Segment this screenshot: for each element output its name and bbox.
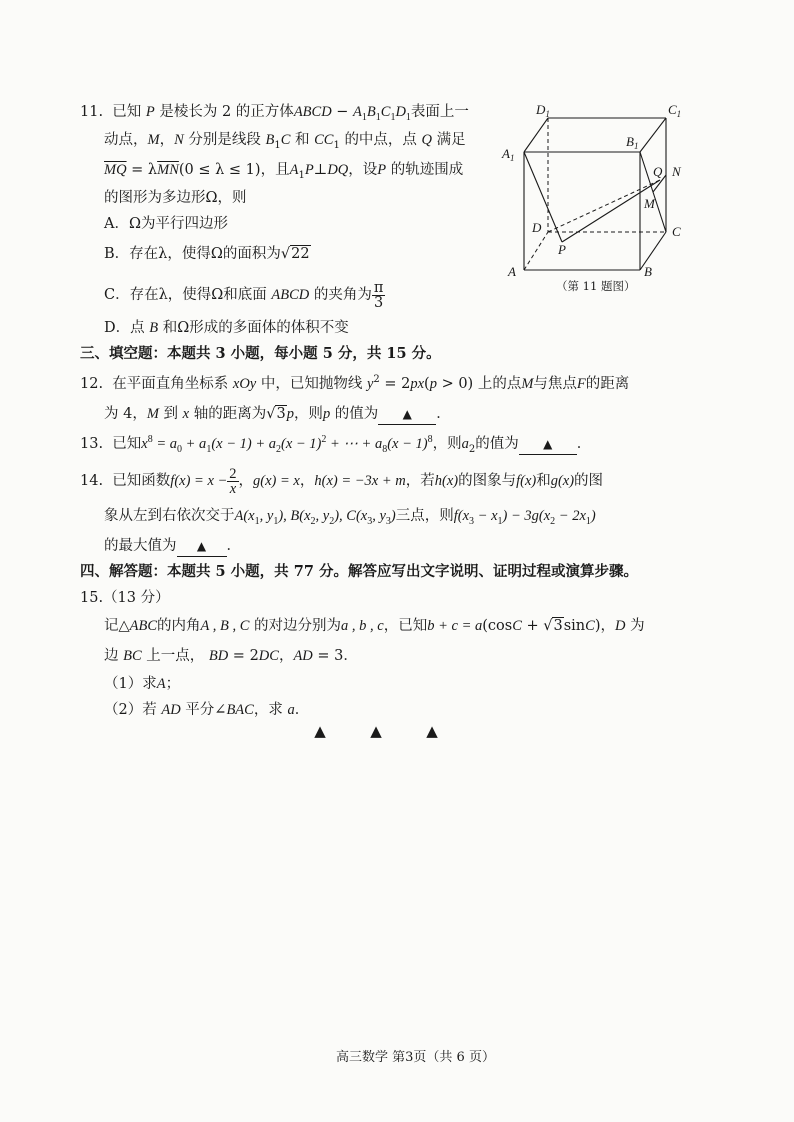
q11-line-1: 11. 已知 P 是棱长为 2 的正方体ABCD − $A_1B_1C_1D_1$表面上一 <box>80 104 469 123</box>
label-d: D <box>532 220 542 235</box>
label-m: M <box>644 196 655 211</box>
q11-option-a: A．Ω为平行四边形 <box>104 216 228 232</box>
section-4-heading: 四、解答题：本题共 5 小题，共 77 分。解答应写出文字说明、证明过程或演算步骤。 <box>80 563 638 580</box>
edge-b1c1 <box>640 118 666 152</box>
q15-line-2: 边 BC 上一点， BD = 2DC，AD = 3． <box>104 648 358 664</box>
label-c1: $C_1$ <box>668 102 682 119</box>
label-b: B <box>644 264 652 279</box>
label-n: N <box>672 164 681 179</box>
label-a1: $A_1$ <box>502 146 515 163</box>
q11-line-2: 动点，M，N 分别是线段 $B_1C$ 和 $CC_1$ 的中点，点 Q 满足 <box>104 132 466 151</box>
cube-figure <box>496 96 696 296</box>
q15-heading: 15.（13 分） <box>80 590 170 606</box>
label-a: A <box>508 264 516 279</box>
q11-option-c: C．存在λ，使得Ω和底面 ABCD 的夹角为 $\frac{\pi}{3}$ <box>104 279 384 311</box>
q12-line-2: 为 4，M 到 x 轴的距离为√3p，则p 的值为 ▲ ． <box>104 404 451 425</box>
q11-option-b: B．存在λ，使得Ω的面积为√22 <box>104 246 310 262</box>
q11-option-d: D．点 B 和Ω形成的多面体的体积不变 <box>104 320 349 336</box>
label-d1: $D_1$ <box>536 102 550 119</box>
label-p: P <box>558 242 566 257</box>
q13-line: 13. 已知$x^8 = a_0 + a_1(x - 1) + a_2(x - 1)^2$ + ⋯ + $a_8(x - 1)^8$，则$a_2$的值为 ▲ ． <box>80 434 592 455</box>
triangle-marker-2: ▲ <box>370 722 382 740</box>
page-footer: 高三数学 第3页（共 6 页） <box>336 1050 495 1065</box>
pi-over-3-fraction: $\frac{\pi}{3}$ <box>373 279 384 311</box>
q11-line-3: $\overline{MQ} = \lambda\overline{MN}(0 \le \lambda \le 1)$，且$A_1P\perp DQ$，设P 的轨迹围成 <box>104 162 464 181</box>
q14-line-2: 象从左到右依次交于$A(x_1$, $y_1$), $B(x_2$, $y_2$), $C(x_3$, $y_3$)三点，则$f(x_3 - x_1) - 3g(x_2 - 2x_1)$ <box>104 508 596 527</box>
label-c: C <box>672 224 681 239</box>
edge-ad-hidden <box>524 232 548 270</box>
q14-line-1: 14. 已知函数f(x) = x − $\frac{2}{x}$ ，g(x) = x，h(x) = −3x + m，若h(x)的图象与f(x)和g(x)的图 <box>80 465 604 497</box>
figure-caption: （第 11 题图） <box>556 279 636 293</box>
q15-part-2: （2）若 AD 平分∠BAC，求 a． <box>104 702 310 718</box>
segment-pq <box>562 180 660 242</box>
label-q: Q <box>653 164 663 179</box>
edge-a1d1 <box>524 118 548 152</box>
q11-line-4: 的图形为多边形Ω，则 <box>104 190 247 206</box>
q15-part-1: （1）求A； <box>104 676 181 692</box>
label-b1: $B_1$ <box>626 134 639 151</box>
q12-answer-blank[interactable]: ▲ <box>378 404 436 425</box>
q14-line-3: 的最大值为 ▲ ． <box>104 536 241 557</box>
section-3-heading: 三、填空题：本题共 3 小题，每小题 5 分，共 15 分。 <box>80 345 441 362</box>
q12-line-1: 12. 在平面直角坐标系 xOy 中，已知抛物线 $y^2 = 2px(p > 0)$ 上的点M与焦点F的距离 <box>80 374 630 392</box>
triangle-marker-1: ▲ <box>314 722 326 740</box>
triangle-marker-3: ▲ <box>426 722 438 740</box>
q15-line-1: 记△ABC的内角A , B , C 的对边分别为a , b , c，已知b + c = a(cosC + √3sinC)，D 为 <box>104 618 645 634</box>
two-over-x-fraction: $\frac{2}{x}$ <box>229 465 237 497</box>
answer-space-markers <box>292 722 460 740</box>
q13-answer-blank[interactable]: ▲ <box>519 434 577 455</box>
q14-answer-blank[interactable]: ▲ <box>177 536 227 557</box>
